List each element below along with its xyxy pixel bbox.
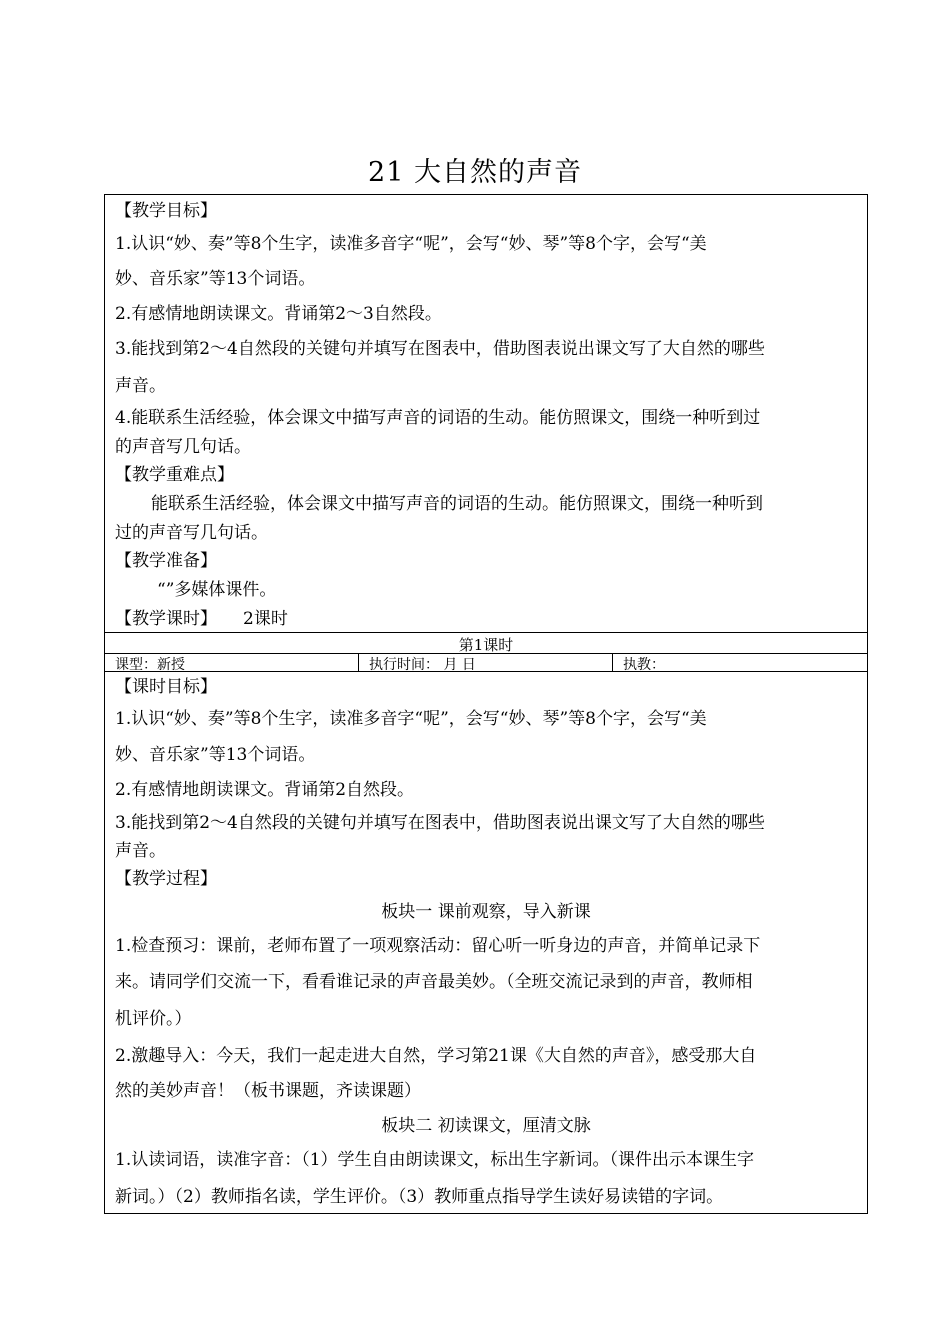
goal-3-line-2: 声音。 xyxy=(115,376,166,396)
lesson-goal-2: 2.有感情地朗读课文。背诵第2自然段。 xyxy=(115,780,415,800)
key-points-line-1: 能联系生活经验，体会课文中描写声音的词语的生动。能仿照课文，围绕一种听到 xyxy=(151,494,763,514)
teaching-hours-value: 2课时 xyxy=(243,609,288,629)
teaching-goals-heading: 【教学目标】 xyxy=(115,201,217,221)
process-3-line-2: 新词。）（2）教师指名读，学生评价。（3）教师重点指导学生读好易读错的字词。 xyxy=(115,1187,724,1207)
goal-1-line-2: 妙、音乐家”等13个词语。 xyxy=(115,269,316,289)
process-2-line-2: 然的美妙声音！（板书课题，齐读课题） xyxy=(115,1081,421,1101)
goal-3-line-1: 3.能找到第2～4自然段的关键句并填写在图表中，借助图表说出课文写了大自然的哪些 xyxy=(115,339,765,359)
prep-heading: 【教学准备】 xyxy=(115,551,217,571)
process-2-line-1: 2.激趣导入：今天，我们一起走进大自然，学习第21课《大自然的声音》，感受那大自 xyxy=(115,1046,757,1066)
goal-4-line-1: 4.能联系生活经验，体会课文中描写声音的词语的生动。能仿照课文，围绕一种听到过 xyxy=(115,408,761,428)
goal-1-line-1: 1.认识“妙、奏”等8个生字，读准多音字“呢”，会写“妙、琴”等8个字，会写“美 xyxy=(115,234,707,254)
key-points-line-2: 过的声音写几句话。 xyxy=(115,523,268,543)
block-1-heading: 板块一 课前观察，导入新课 xyxy=(381,902,591,922)
key-points-heading: 【教学重难点】 xyxy=(115,465,234,485)
lesson-plan-table xyxy=(104,194,868,1214)
goal-2: 2.有感情地朗读课文。背诵第2～3自然段。 xyxy=(115,304,442,324)
lesson-goal-1-line-1: 1.认识“妙、奏”等8个生字，读准多音字“呢”，会写“妙、琴”等8个字，会写“美 xyxy=(115,709,707,729)
lesson-goal-1-line-2: 妙、音乐家”等13个词语。 xyxy=(115,745,316,765)
cell-divider xyxy=(612,653,613,671)
teaching-hours-label: 【教学课时】 xyxy=(115,609,217,629)
process-3-line-1: 1.认读词语，读准字音：（1）学生自由朗读课文，标出生字新词。（课件出示本课生字 xyxy=(115,1150,755,1170)
process-1-line-3: 机评价。） xyxy=(115,1009,192,1029)
lesson-goal-3-line-1: 3.能找到第2～4自然段的关键句并填写在图表中，借助图表说出课文写了大自然的哪些 xyxy=(115,813,765,833)
page-title: 21 大自然的声音 xyxy=(368,157,582,188)
teacher: 执教： xyxy=(623,657,665,673)
cell-divider xyxy=(358,653,359,671)
divider xyxy=(105,632,867,633)
lesson-goals-heading: 【课时目标】 xyxy=(115,677,217,697)
goal-4-line-2: 的声音写几句话。 xyxy=(115,437,251,457)
teaching-process-heading: 【教学过程】 xyxy=(115,869,217,889)
execution-time: 执行时间： 月 日 xyxy=(369,657,476,673)
prep-text: “”多媒体课件。 xyxy=(157,580,277,600)
process-1-line-1: 1.检查预习：课前，老师布置了一项观察活动：留心听一听身边的声音，并简单记录下 xyxy=(115,936,761,956)
lesson-goal-3-line-2: 声音。 xyxy=(115,841,166,861)
lesson-type: 课型：新授 xyxy=(115,657,185,673)
lesson-1-header: 第1课时 xyxy=(458,636,514,654)
block-2-heading: 板块二 初读课文，厘清文脉 xyxy=(381,1116,591,1136)
teaching-hours xyxy=(115,604,859,629)
process-1-line-2: 来。请同学们交流一下，看看谁记录的声音最美妙。（全班交流记录到的声音，教师相 xyxy=(115,972,753,992)
divider xyxy=(105,653,867,654)
